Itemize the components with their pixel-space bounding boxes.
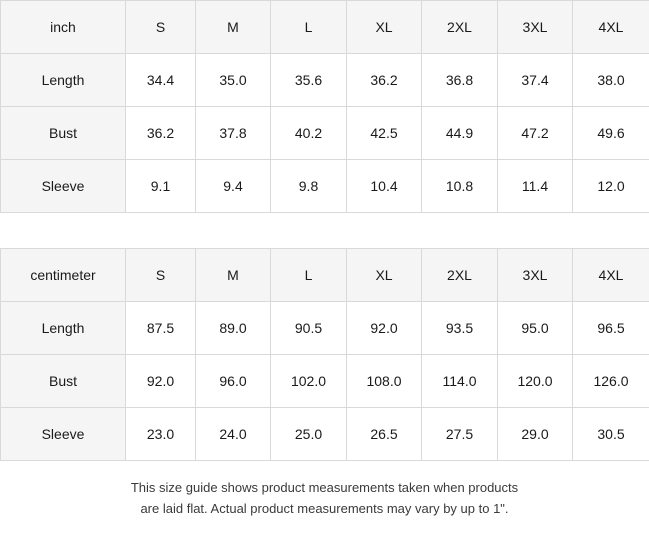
- column-header-2xl: 2XL: [422, 249, 498, 302]
- cell-sleeve-s: 23.0: [126, 408, 196, 461]
- cell-length-3xl: 95.0: [498, 302, 573, 355]
- cell-sleeve-s: 9.1: [126, 160, 196, 213]
- column-header-4xl: 4XL: [573, 1, 649, 54]
- column-header-2xl: 2XL: [422, 1, 498, 54]
- cell-sleeve-l: 25.0: [271, 408, 347, 461]
- column-header-4xl: 4XL: [573, 249, 649, 302]
- column-header-m: M: [196, 249, 271, 302]
- table-row: [1, 54, 649, 107]
- column-header-s: S: [126, 249, 196, 302]
- row-label-length: Length: [1, 54, 126, 107]
- cell-length-s: 34.4: [126, 54, 196, 107]
- cell-sleeve-4xl: 30.5: [573, 408, 649, 461]
- cell-bust-4xl: 126.0: [573, 355, 649, 408]
- cell-sleeve-xl: 26.5: [347, 408, 422, 461]
- cell-length-l: 35.6: [271, 54, 347, 107]
- column-header-l: L: [271, 1, 347, 54]
- column-header-3xl: 3XL: [498, 249, 573, 302]
- cell-bust-s: 92.0: [126, 355, 196, 408]
- cell-bust-l: 40.2: [271, 107, 347, 160]
- cell-sleeve-2xl: 10.8: [422, 160, 498, 213]
- cell-sleeve-2xl: 27.5: [422, 408, 498, 461]
- table-row: [1, 107, 649, 160]
- cell-bust-xl: 108.0: [347, 355, 422, 408]
- note-line-1: This size guide shows product measurements taken when products: [130, 480, 519, 495]
- table-row: [1, 355, 649, 408]
- column-header-xl: XL: [347, 1, 422, 54]
- cell-sleeve-m: 24.0: [196, 408, 271, 461]
- row-label-length: Length: [1, 302, 126, 355]
- cell-length-2xl: 36.8: [422, 54, 498, 107]
- size-guide-note: [0, 461, 649, 519]
- column-header-3xl: 3XL: [498, 1, 573, 54]
- cell-bust-2xl: 114.0: [422, 355, 498, 408]
- column-header-s: S: [126, 1, 196, 54]
- table-header-row: [1, 249, 649, 302]
- cell-length-s: 87.5: [126, 302, 196, 355]
- table-row: [1, 160, 649, 213]
- cell-bust-2xl: 44.9: [422, 107, 498, 160]
- cell-sleeve-m: 9.4: [196, 160, 271, 213]
- cell-sleeve-l: 9.8: [271, 160, 347, 213]
- cell-length-xl: 92.0: [347, 302, 422, 355]
- row-label-bust: Bust: [1, 355, 126, 408]
- cell-sleeve-xl: 10.4: [347, 160, 422, 213]
- cell-bust-3xl: 47.2: [498, 107, 573, 160]
- cell-bust-l: 102.0: [271, 355, 347, 408]
- cell-sleeve-3xl: 29.0: [498, 408, 573, 461]
- cell-length-3xl: 37.4: [498, 54, 573, 107]
- column-header-xl: XL: [347, 249, 422, 302]
- unit-label-centimeter: centimeter: [1, 249, 126, 302]
- cell-bust-xl: 42.5: [347, 107, 422, 160]
- cell-bust-m: 37.8: [196, 107, 271, 160]
- row-label-sleeve: Sleeve: [1, 408, 126, 461]
- unit-label-inch: inch: [1, 1, 126, 54]
- cell-length-4xl: 96.5: [573, 302, 649, 355]
- table-row: [1, 302, 649, 355]
- note-line-2: are laid flat. Actual product measurements may vary by up to 1".: [140, 501, 509, 516]
- column-header-m: M: [196, 1, 271, 54]
- cell-bust-3xl: 120.0: [498, 355, 573, 408]
- cell-length-4xl: 38.0: [573, 54, 649, 107]
- cell-length-m: 35.0: [196, 54, 271, 107]
- cell-length-xl: 36.2: [347, 54, 422, 107]
- cell-bust-4xl: 49.6: [573, 107, 649, 160]
- cell-bust-m: 96.0: [196, 355, 271, 408]
- row-label-bust: Bust: [1, 107, 126, 160]
- table-header-row: [1, 1, 649, 54]
- cell-bust-s: 36.2: [126, 107, 196, 160]
- table-gap-divider: [0, 213, 649, 248]
- cell-length-l: 90.5: [271, 302, 347, 355]
- cell-length-m: 89.0: [196, 302, 271, 355]
- row-label-sleeve: Sleeve: [1, 160, 126, 213]
- column-header-l: L: [271, 249, 347, 302]
- cell-sleeve-4xl: 12.0: [573, 160, 649, 213]
- cell-length-2xl: 93.5: [422, 302, 498, 355]
- size-table-inch: [0, 0, 649, 213]
- size-table-centimeter: [0, 248, 649, 461]
- table-row: [1, 408, 649, 461]
- cell-sleeve-3xl: 11.4: [498, 160, 573, 213]
